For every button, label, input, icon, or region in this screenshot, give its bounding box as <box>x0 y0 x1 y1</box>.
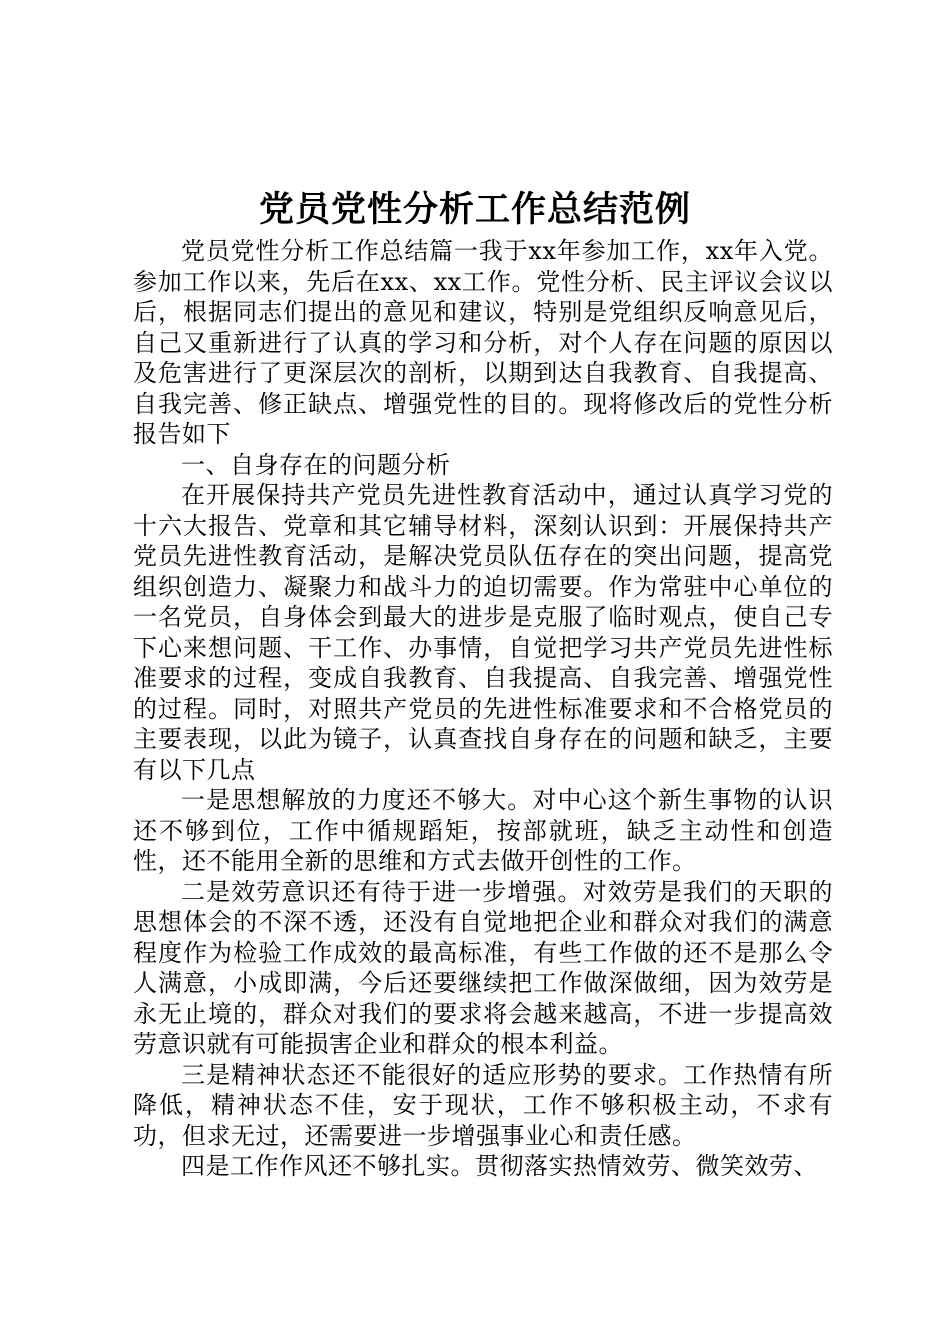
section-heading-problems: 一、自身存在的问题分析 <box>181 450 451 479</box>
paragraph-point-four: 四是工作作风还不够扎实。贯彻落实热情效劳、微笑效劳、 <box>181 1152 818 1180</box>
paragraph-point-one: 一是思想解放的力度还不够大。对中心这个新生事物的认识还不够到位，工作中循规蹈矩，按部就班，缺乏主动性和创造性，还不能用全新的思维和方式去做开创性的工作。 <box>133 786 833 875</box>
paragraph-point-three: 三是精神状态还不能很好的适应形势的要求。工作热情有所降低，精神状态不佳，安于现状，工作不够积极主动，不求有功，但求无过，还需要进一步增强事业心和责任感。 <box>133 1060 833 1150</box>
document-title: 党员党性分析工作总结范例 <box>258 189 691 230</box>
paragraph-intro: 党员党性分析工作总结篇一我于xx年参加工作，xx年入党。参加工作以来，先后在xx、xx工作。党性分析、民主评议会议以后，根据同志们提出的意见和建议，特别是党组织反响意见后，自己又重新进行了认真的学习和分析，对个人存在问题的原因以及危害进行了更深层次的剖析，以期到达自我教育、自我提高、自我完善、修正缺点、增强党性的目的。现将修改后的党性分析报告如下 <box>133 237 833 448</box>
paragraph-point-two: 二是效劳意识还有待于进一步增强。对效劳是我们的天职的思想体会的不深不透，还没有自觉地把企业和群众对我们的满意程度作为检验工作成效的最高标准，有些工作做的还不是那么令人满意，小成即满，今后还要继续把工作做深做细，因为效劳是永无止境的，群众对我们的要求将会越来越高，不进一步提高效劳意识就有可能损害企业和群众的根本利益。 <box>133 877 833 1058</box>
document-body <box>133 236 833 1182</box>
paragraph-analysis: 在开展保持共产党员先进性教育活动中，通过认真学习党的十六大报告、党章和其它辅导材料，深刻认识到：开展保持共产党员先进性教育活动，是解决党员队伍存在的突出问题，提高党组织创造力、凝聚力和战斗力的迫切需要。作为常驻中心单位的一名党员，自身体会到最大的进步是克服了临时观点，使自己专下心来想问题、干工作、办事情，自觉把学习共产党员先进性标准要求的过程，变成自我教育、自我提高、自我完善、增强党性的过程。同时，对照共产党员的先进性标准要求和不合格党员的主要表现，以此为镜子，认真查找自身存在的问题和缺乏，主要有以下几点 <box>133 481 833 784</box>
